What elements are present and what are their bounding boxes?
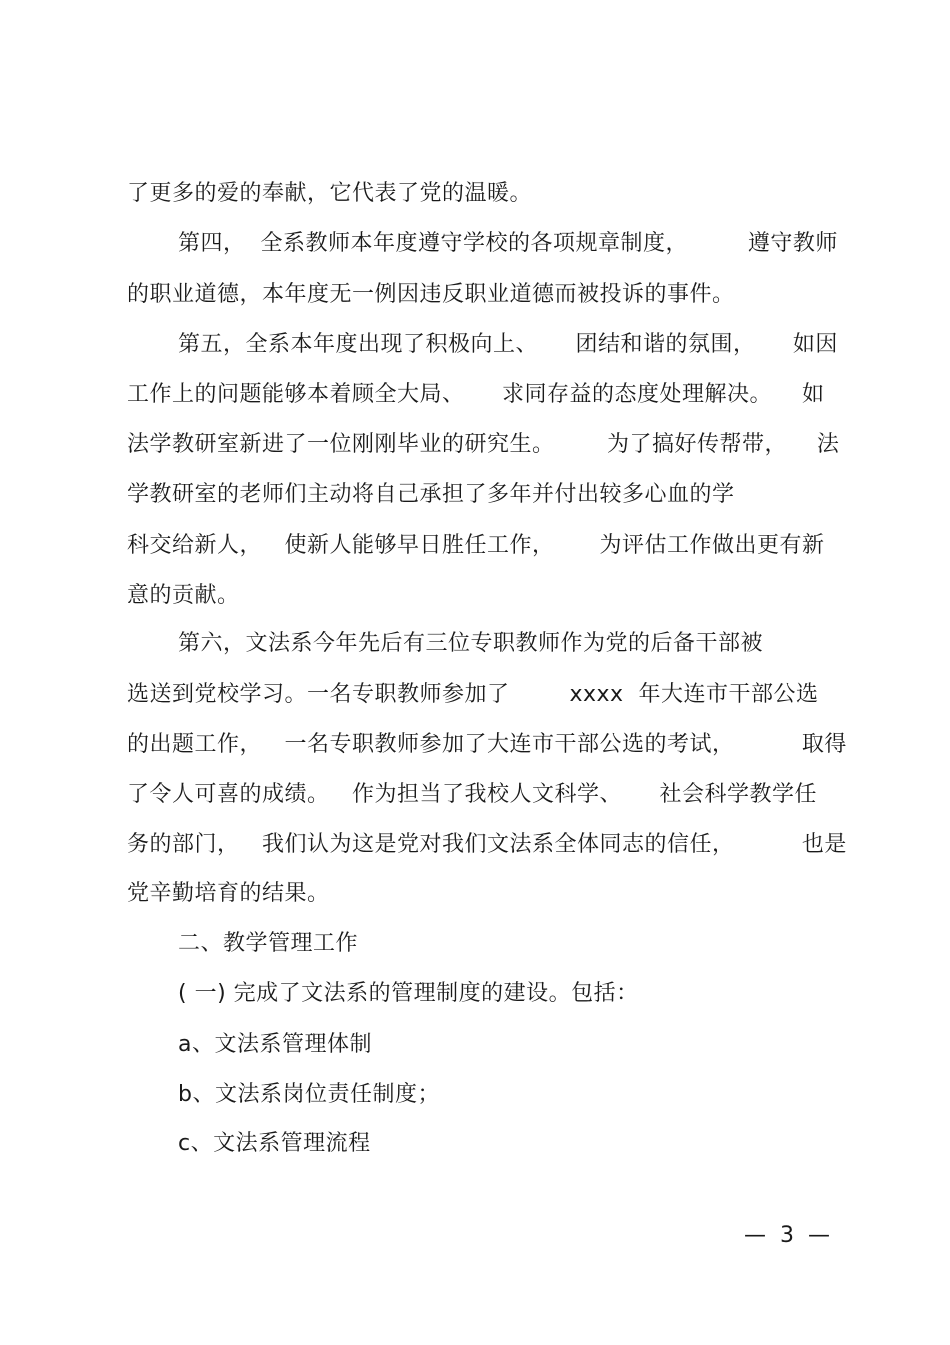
paragraph-line: 选送到党校学习。一名专职教师参加了 xxxx 年大连市干部公选 — [127, 682, 819, 707]
paragraph-line: 学教研室的老师们主动将自己承担了多年并付出较多心血的学 — [127, 482, 735, 507]
paragraph-line: 的职业道德，本年度无一例因违反职业道德而被投诉的事件。 — [127, 282, 735, 307]
paragraph-line: 党辛勤培育的结果。 — [127, 881, 330, 906]
list-item: b、文法系岗位责任制度； — [178, 1082, 440, 1107]
paragraph-line: 第五，全系本年度出现了积极向上、 团结和谐的氛围， 如因 — [178, 332, 838, 357]
paragraph-line: 法学教研室新进了一位刚刚毕业的研究生。 为了搞好传帮带， 法 — [127, 432, 840, 457]
paragraph-line: 务的部门， 我们认为这是党对我们文法系全体同志的信任， 也是 — [127, 832, 847, 857]
page-number: — 3 — — [744, 1223, 830, 1248]
paragraph-line: 的出题工作， 一名专职教师参加了大连市干部公选的考试， 取得 — [127, 732, 847, 757]
list-item: c、文法系管理流程 — [178, 1131, 371, 1156]
paragraph-line: 意的贡献。 — [127, 583, 240, 608]
paragraph-line: 了更多的爱的奉献，它代表了党的温暖。 — [127, 181, 533, 206]
section-heading: 二、教学管理工作 — [178, 931, 359, 956]
paragraph-line: 了令人可喜的成绩。 作为担当了我校人文科学、 社会科学教学任 — [127, 782, 817, 807]
paragraph-line: 科交给新人， 使新人能够早日胜任工作， 为评估工作做出更有新 — [127, 533, 825, 558]
list-item: a、文法系管理体制 — [178, 1032, 372, 1057]
paragraph-line: 第四， 全系教师本年度遵守学校的各项规章制度， 遵守教师 — [178, 231, 838, 256]
paragraph-line: 第六，文法系今年先后有三位专职教师作为党的后备干部被 — [178, 631, 764, 656]
paragraph-line: 工作上的问题能够本着顾全大局、 求同存益的态度处理解决。 如 — [127, 382, 825, 407]
subsection-heading: ( 一) 完成了文法系的管理制度的建设。包括： — [178, 981, 639, 1006]
